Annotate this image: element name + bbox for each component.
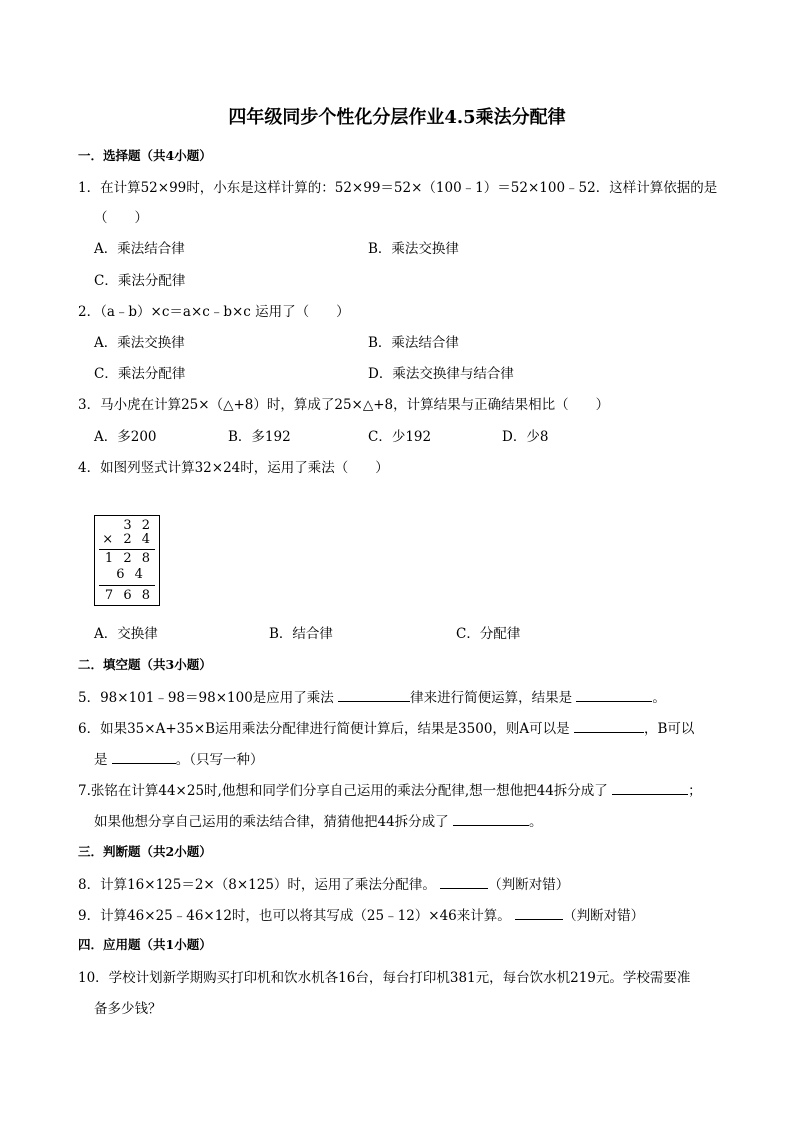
question-9-line <box>78 904 644 924</box>
calc-row-multiplicand: 3 2 <box>123 518 153 533</box>
question-5-blank-1[interactable] <box>338 687 410 702</box>
question-3-option-a[interactable]: A．多200 <box>94 429 157 445</box>
question-8-blank[interactable] <box>440 874 488 889</box>
question-4-text: 4．如图列竖式计算32×24时，运用了乘法（ ） <box>78 460 389 476</box>
section-heading-choice: 一．选择题（共4小题） <box>78 148 212 163</box>
question-5-text-mid: 律来进行简便运算，结果是 <box>410 690 573 706</box>
question-3-option-b[interactable]: B．多192 <box>228 429 291 445</box>
question-4-option-a[interactable]: A．交换律 <box>94 626 158 642</box>
question-1-option-a[interactable]: A．乘法结合律 <box>94 241 185 257</box>
question-6-line-1 <box>78 717 694 737</box>
section-heading-application: 四．应用题（共1小题） <box>78 937 212 952</box>
question-8-text-end: （判断对错） <box>488 877 570 893</box>
question-10-text: 10．学校计划新学期购买打印机和饮水机各16台，每台打印机381元，每台饮水机219元。学校需要准 <box>78 970 691 986</box>
section-heading-judge: 三．判断题（共2小题） <box>78 844 212 859</box>
question-5-line <box>78 686 666 706</box>
question-2-option-d[interactable]: D．乘法交换律与结合律 <box>368 366 514 382</box>
calc-row-multiplier: × 2 4 <box>102 532 153 547</box>
calc-row-partial-1: 1 2 8 <box>104 551 153 566</box>
vertical-multiplication-figure <box>94 515 160 606</box>
question-6-text-mid: ，B可以 <box>643 721 695 737</box>
question-9-text-end: （判断对错） <box>563 908 645 924</box>
calc-divider-1 <box>99 549 155 550</box>
question-6-line-2 <box>94 748 264 768</box>
question-8-line <box>78 873 569 893</box>
question-7-text-line2-pre: 如果他想分享自己运用的乘法结合律，猜猜他把44拆分成了 <box>94 814 449 830</box>
question-1-option-b[interactable]: B．乘法交换律 <box>368 241 459 257</box>
question-10-text-line-2: 备多少钱？ <box>94 1001 162 1017</box>
question-5-blank-2[interactable] <box>576 687 652 702</box>
question-7-line-1 <box>78 779 702 799</box>
question-7-line-2 <box>94 810 542 830</box>
question-6-text-pre: 6．如果35×A+35×B运用乘法分配律进行简便计算后，结果是3500，则A可以是 <box>78 721 570 737</box>
question-2-option-c[interactable]: C．乘法分配律 <box>94 366 186 382</box>
question-5-text-pre: 5．98×101﹣98＝98×100是应用了乘法 <box>78 690 334 706</box>
question-9-blank[interactable] <box>515 905 563 920</box>
question-9-text-pre: 9．计算46×25﹣46×12时，也可以将其写成（25﹣12）×46来计算。 <box>78 908 511 924</box>
question-3-option-d[interactable]: D．少8 <box>502 429 549 445</box>
question-6-text-line2-end: 。（只写一种） <box>175 752 264 768</box>
question-4-option-c[interactable]: C．分配律 <box>456 626 521 642</box>
question-2-option-a[interactable]: A．乘法交换律 <box>94 335 185 351</box>
calc-row-product: 7 6 8 <box>104 588 153 603</box>
question-7-blank-2[interactable] <box>453 811 529 826</box>
question-7-text-pre: 7.张铭在计算44×25时,他想和同学们分享自己运用的乘法分配律,想一想他把44拆分成了 <box>78 783 608 799</box>
question-1-option-c[interactable]: C．乘法分配律 <box>94 273 186 289</box>
section-heading-fill: 二．填空题（共3小题） <box>78 657 212 672</box>
question-7-text-end-1: ； <box>688 783 702 799</box>
question-7-blank-1[interactable] <box>612 780 688 795</box>
question-1-text: 1．在计算52×99时，小东是这样计算的：52×99＝52×（100﹣1）＝52×100﹣52．这样计算依据的是 <box>78 180 718 196</box>
question-6-text-line2-pre: 是 <box>94 752 108 768</box>
question-3-text: 3．马小虎在计算25×（△+8）时，算成了25×△+8，计算结果与正确结果相比（ ） <box>78 397 610 413</box>
question-2-text: 2．（a﹣b）×c＝a×c﹣b×c 运用了（ ） <box>78 304 350 320</box>
calc-divider-2 <box>99 585 155 586</box>
page-title: 四年级同步个性化分层作业4.5乘法分配律 <box>228 107 566 128</box>
question-2-option-b[interactable]: B．乘法结合律 <box>368 335 459 351</box>
question-4-option-b[interactable]: B．结合律 <box>269 626 333 642</box>
question-6-blank-a[interactable] <box>574 718 644 733</box>
question-1-paren: （ ） <box>94 210 148 226</box>
question-8-text-pre: 8．计算16×125＝2×（8×125）时，运用了乘法分配律。 <box>78 877 436 893</box>
question-5-text-end: 。 <box>652 690 666 706</box>
question-6-blank-b[interactable] <box>112 749 176 764</box>
question-3-option-c[interactable]: C．少192 <box>368 429 432 445</box>
calc-row-partial-2: 6 4 <box>116 567 153 582</box>
question-7-text-end-2: 。 <box>528 814 543 830</box>
